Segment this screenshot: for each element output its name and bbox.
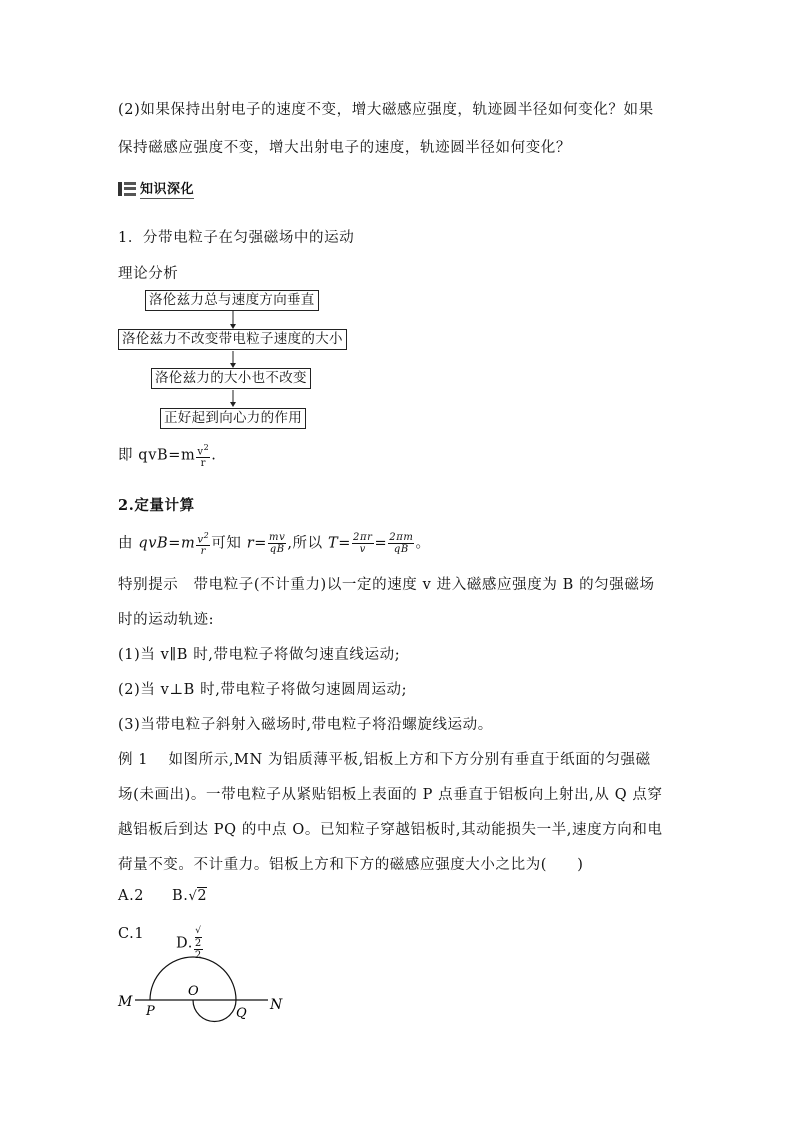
option-c: C.1 xyxy=(118,926,145,942)
example-line-3: 越铝板后到达 PQ 的中点 O。已知粒子穿越铝板时,其动能损失一半,速度方向和电 xyxy=(118,822,663,838)
example-line-1: 例 1 如图所示,MN 为铝质薄平板,铝板上方和下方分别有垂直于纸面的匀强磁 xyxy=(118,752,651,768)
arrow-down-icon xyxy=(230,324,236,329)
label-n: N xyxy=(270,997,283,1013)
section-bar-icon xyxy=(118,182,122,196)
section-blocks-icon xyxy=(124,182,136,196)
example-line-2: 场(未画出)。一带电粒子从紧贴铝板上表面的 P 点垂直于铝板向上射出,从 Q 点穿 xyxy=(118,787,663,803)
label-q: Q xyxy=(236,1006,247,1021)
flow-box-1: 洛伦兹力总与速度方向垂直 xyxy=(145,290,319,311)
equation-1-prefix: 即 qvB=m xyxy=(118,447,196,464)
case-1: (1)当 v∥B 时,带电粒子将做匀速直线运动; xyxy=(118,647,401,663)
flow-box-3: 洛伦兹力的大小也不改变 xyxy=(151,368,311,389)
option-a: A.2 xyxy=(118,888,145,904)
subheading-2: 2.定量计算 xyxy=(118,497,195,514)
lower-arc xyxy=(193,1000,236,1022)
equation-1 xyxy=(118,442,217,469)
arrow-down-icon xyxy=(230,363,236,368)
option-d: D. √ 2 2 xyxy=(176,926,202,961)
flow-box-2: 洛伦兹力不改变带电粒子速度的大小 xyxy=(118,329,347,350)
tip-line-1: 特别提示 带电粒子(不计重力)以一定的速度 v 进入磁感应强度为 B 的匀强磁场 xyxy=(118,577,655,593)
theory-label: 理论分析 xyxy=(118,266,179,282)
label-m: M xyxy=(118,994,133,1010)
label-p: P xyxy=(146,1004,155,1019)
option-b: B.√2 xyxy=(172,888,208,904)
question-2-line-2: 保持磁感应强度不变，增大出射电子的速度，轨迹圆半径如何变化？ xyxy=(118,140,571,156)
trajectory-figure xyxy=(110,950,300,1030)
label-o: O xyxy=(188,984,199,999)
arrow-down-icon xyxy=(230,402,236,407)
section-header xyxy=(118,178,194,199)
flow-box-4: 正好起到向心力的作用 xyxy=(160,408,306,429)
subheading-1: 1．分带电粒子在匀强磁场中的运动 xyxy=(118,230,355,246)
flow-arrows xyxy=(225,311,241,411)
equation-1-suffix: . xyxy=(211,447,217,464)
tip-line-2: 时的运动轨迹: xyxy=(118,612,215,628)
example-line-4: 荷量不变。不计重力。铝板上方和下方的磁感应强度大小之比为( ) xyxy=(118,857,584,873)
section-title: 知识深化 xyxy=(140,178,194,199)
case-3: (3)当带电粒子斜射入磁场时,带电粒子将沿螺旋线运动。 xyxy=(118,717,493,733)
case-2: (2)当 v⊥B 时,带电粒子将做匀速圆周运动; xyxy=(118,682,408,698)
calc-line: 由 qvB=m $\frac{v^2}{r}$ 可知 r= $\frac{mv}{qB}$ ,所以 T= $\frac{2\pi r}{v}$ = $\frac{2\pi m}{qB}$ 。 xyxy=(118,531,431,558)
fraction-v2-over-r: $\frac{v^2}{r}$ xyxy=(197,443,210,470)
question-2-line-1: (2)如果保持出射电子的速度不变，增大磁感应强度，轨迹圆半径如何变化？如果 xyxy=(118,102,654,118)
